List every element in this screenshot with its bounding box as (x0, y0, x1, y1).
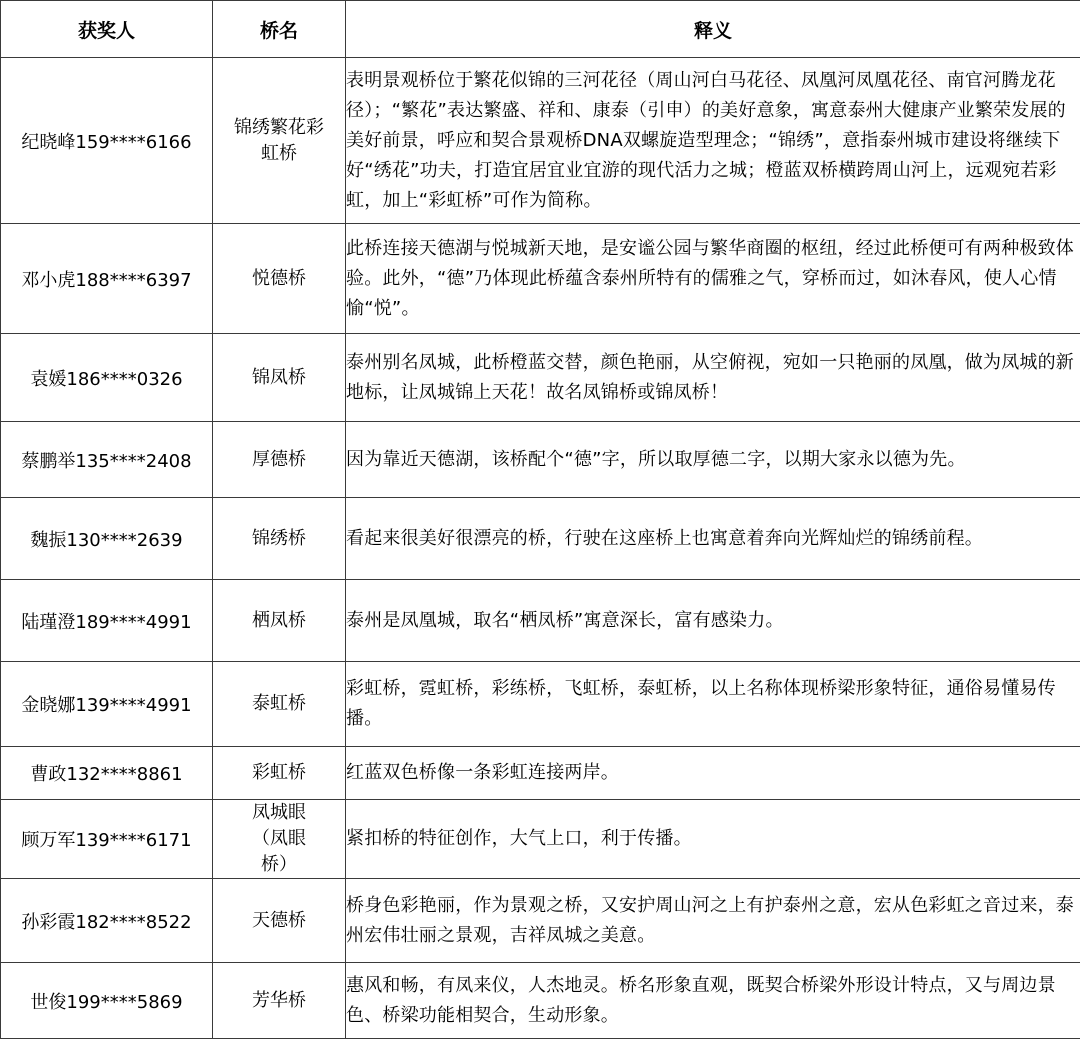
meaning-cell: 表明景观桥位于繁花似锦的三河花径（周山河白马花径、凤凰河凤凰花径、南官河腾龙花径）；“繁花”表达繁盛、祥和、康泰（引申）的美好意象，寓意泰州大健康产业繁荣发展的美好前景，呼应和契合景观桥DNA双螺旋造型理念；“锦绣”，意指泰州城市建设将继续下好“绣花”功夫，打造宜居宜业宜游的现代活力之城；橙蓝双桥横跨周山河上，远观宛若彩虹，加上“彩虹桥”可作为简称。 (346, 58, 1080, 224)
bridge-name-cell: 锦凤桥 (213, 334, 346, 422)
meaning-cell: 彩虹桥，霓虹桥，彩练桥，飞虹桥，泰虹桥，以上名称体现桥梁形象特征，通俗易懂易传播。 (346, 662, 1080, 747)
bridge-name-cell: 彩虹桥 (213, 747, 346, 800)
header-bridge-name: 桥名 (213, 1, 346, 58)
winner-cell: 袁媛186****0326 (1, 334, 213, 422)
winner-cell: 曹政132****8861 (1, 747, 213, 800)
table-row (1, 224, 1080, 334)
winner-cell: 邓小虎188****6397 (1, 224, 213, 334)
table-row (1, 747, 1080, 800)
winner-cell: 蔡鹏举135****2408 (1, 422, 213, 498)
meaning-cell: 泰州别名凤城，此桥橙蓝交替，颜色艳丽，从空俯视，宛如一只艳丽的凤凰，做为凤城的新地标，让凤城锦上天花！故名凤锦桥或锦凤桥！ (346, 334, 1080, 422)
table-row (1, 963, 1080, 1039)
bridge-name-text: 锦绣繁花彩虹桥 (233, 115, 325, 167)
winner-cell: 孙彩霞182****8522 (1, 879, 213, 963)
table-row (1, 879, 1080, 963)
meaning-cell: 惠风和畅，有凤来仪，人杰地灵。桥名形象直观，既契合桥梁外形设计特点，又与周边景色、桥梁功能相契合，生动形象。 (346, 963, 1080, 1039)
table-row (1, 58, 1080, 224)
header-row (1, 1, 1080, 58)
bridge-name-cell: 天德桥 (213, 879, 346, 963)
bridge-name-cell: 悦德桥 (213, 224, 346, 334)
header-meaning: 释义 (346, 1, 1080, 58)
bridge-name-cell (213, 800, 346, 879)
meaning-cell: 红蓝双色桥像一条彩虹连接两岸。 (346, 747, 1080, 800)
table-row (1, 800, 1080, 879)
header-winner: 获奖人 (1, 1, 213, 58)
table-row (1, 662, 1080, 747)
winner-cell: 纪晓峰159****6166 (1, 58, 213, 224)
meaning-cell: 紧扣桥的特征创作，大气上口，利于传播。 (346, 800, 1080, 879)
winner-cell: 魏振130****2639 (1, 498, 213, 580)
bridge-name-cell: 锦绣桥 (213, 498, 346, 580)
bridge-name-cell: 芳华桥 (213, 963, 346, 1039)
table-row (1, 580, 1080, 662)
winner-cell: 金晓娜139****4991 (1, 662, 213, 747)
meaning-cell: 此桥连接天德湖与悦城新天地，是安谧公园与繁华商圈的枢纽，经过此桥便可有两种极致体验。此外，“德”乃体现此桥蕴含泰州所特有的儒雅之气，穿桥而过，如沐春风，使人心情愉“悦”。 (346, 224, 1080, 334)
winner-cell: 顾万军139****6171 (1, 800, 213, 879)
bridge-name-text: 凤城眼（凤眼桥） (240, 800, 318, 878)
winner-cell: 世俊199****5869 (1, 963, 213, 1039)
bridge-name-cell: 泰虹桥 (213, 662, 346, 747)
table-row (1, 422, 1080, 498)
table-row (1, 498, 1080, 580)
meaning-cell: 因为靠近天德湖，该桥配个“德”字，所以取厚德二字，以期大家永以德为先。 (346, 422, 1080, 498)
winner-cell: 陆瑾澄189****4991 (1, 580, 213, 662)
table-row (1, 334, 1080, 422)
meaning-cell: 泰州是凤凰城，取名“栖凤桥”寓意深长，富有感染力。 (346, 580, 1080, 662)
meaning-cell: 桥身色彩艳丽，作为景观之桥，又安护周山河之上有护泰州之意，宏从色彩虹之音过来，泰州宏伟壮丽之景观，吉祥凤城之美意。 (346, 879, 1080, 963)
bridge-name-cell: 栖凤桥 (213, 580, 346, 662)
meaning-cell: 看起来很美好很漂亮的桥，行驶在这座桥上也寓意着奔向光辉灿烂的锦绣前程。 (346, 498, 1080, 580)
bridge-name-cell (213, 58, 346, 224)
bridge-name-cell: 厚德桥 (213, 422, 346, 498)
